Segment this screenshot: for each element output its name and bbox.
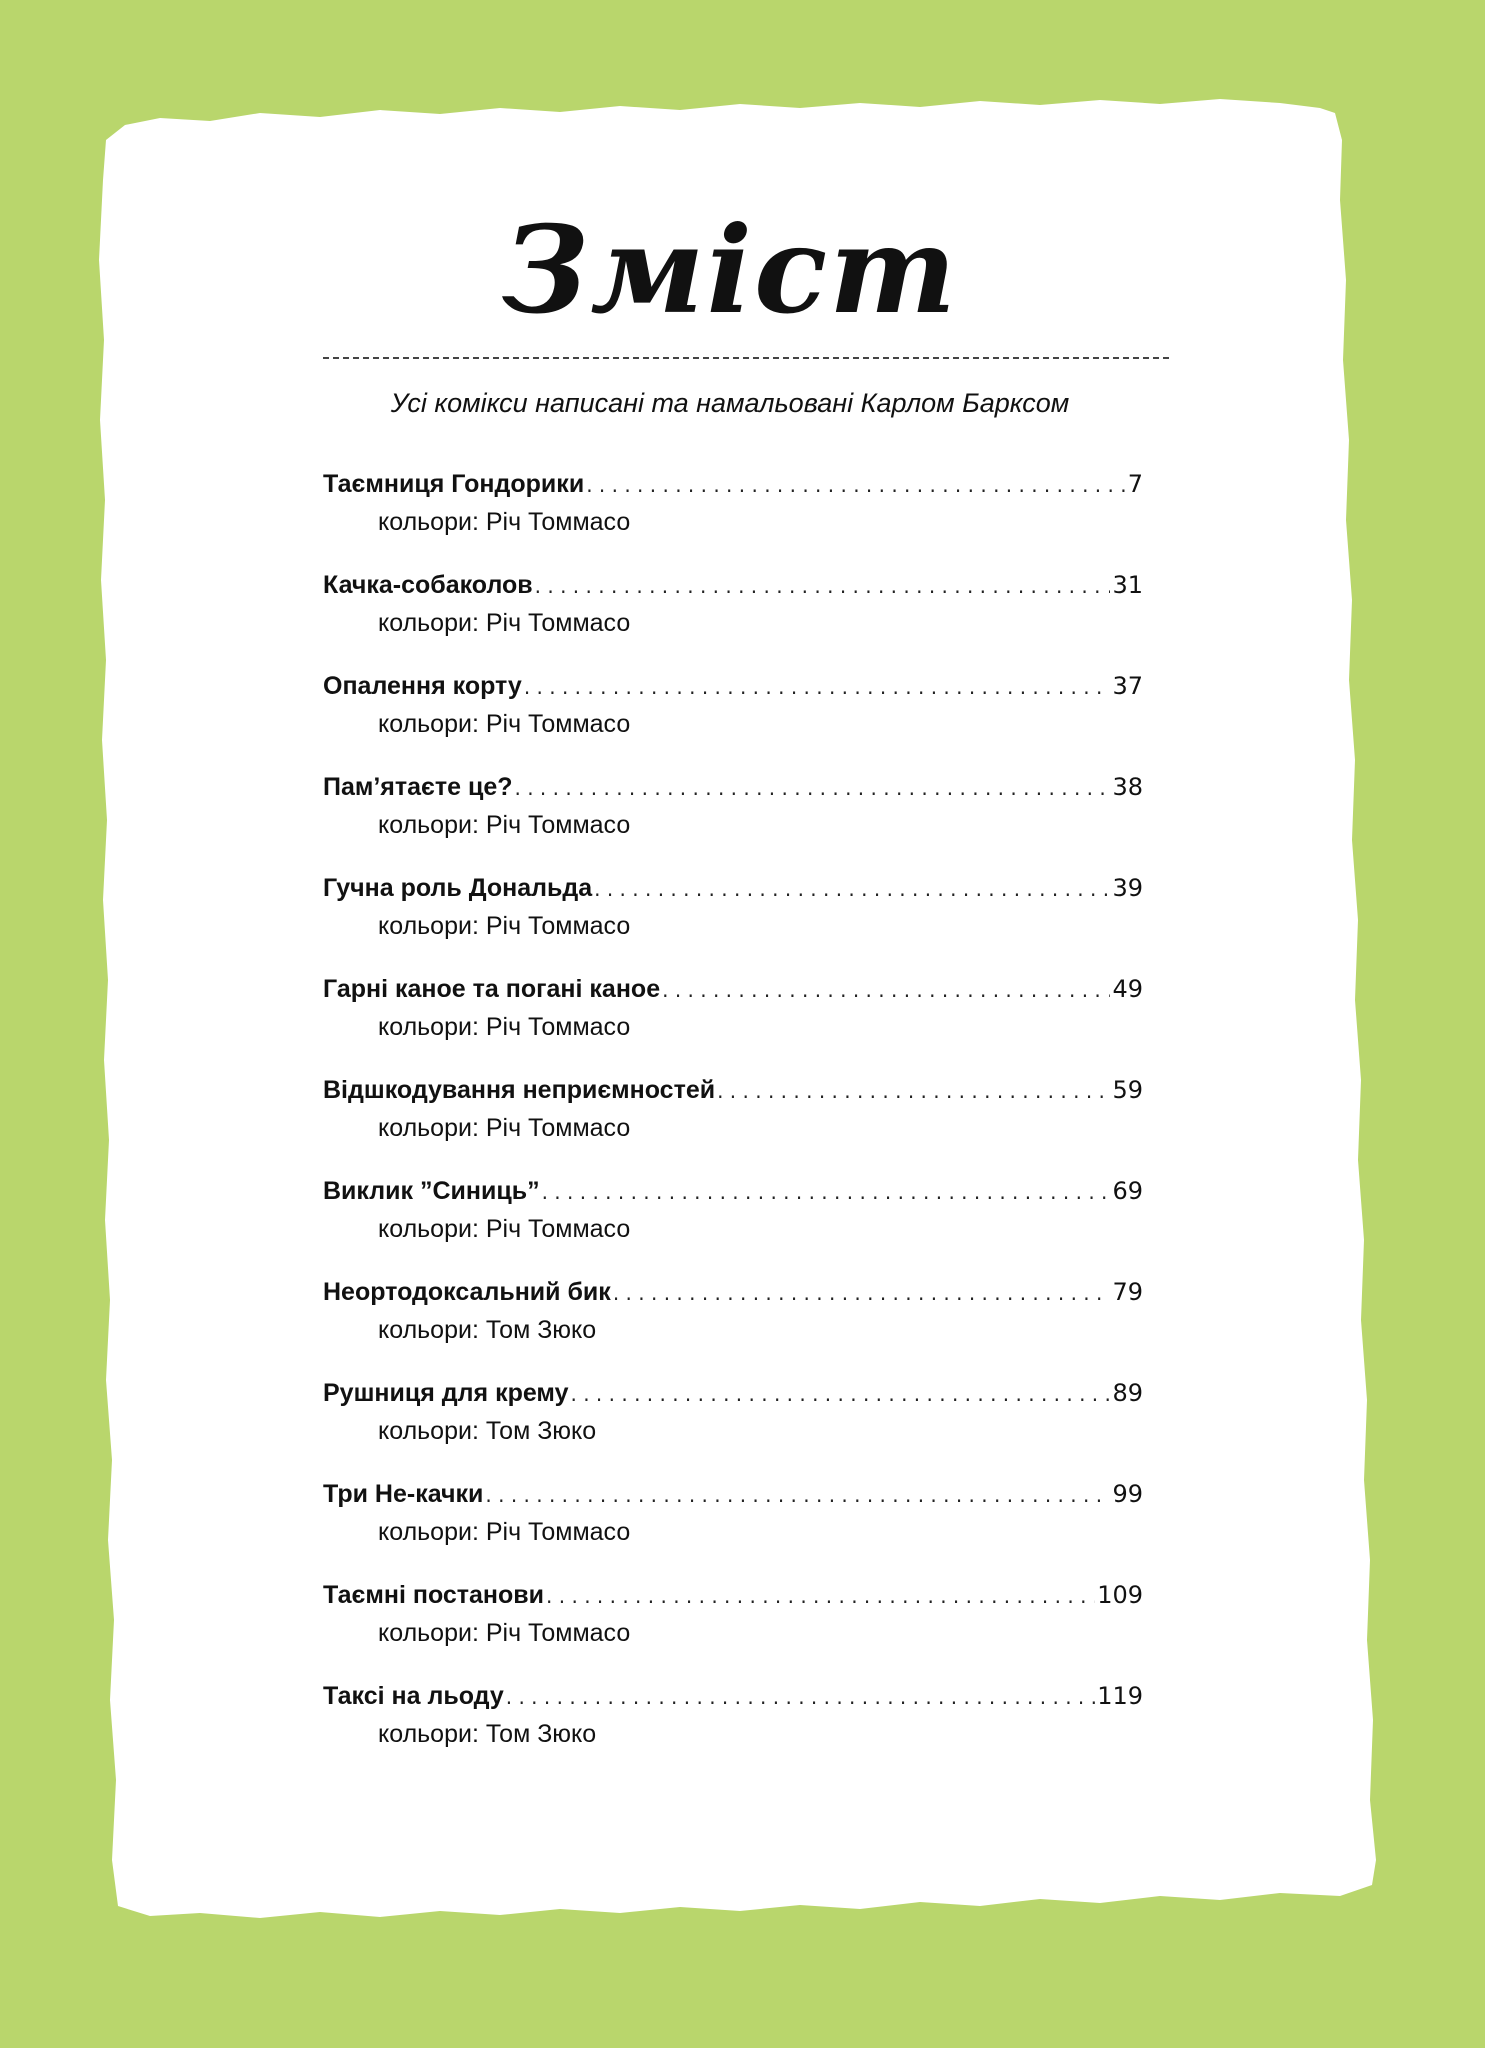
toc-entry-line [323,571,1143,605]
toc-entry-page: 69 [1112,1177,1143,1205]
toc-entry-title: Неортодоксальний бик [323,1278,611,1306]
toc-entry-page: 37 [1112,672,1143,700]
toc-entry-title: Виклик ”Синиць” [323,1177,540,1205]
toc-entry-line [323,1076,1143,1110]
toc-entry-line [323,470,1143,504]
toc-entry-page: 119 [1097,1682,1143,1710]
toc-entry-credit: кольори: Річ Томмасо [378,1619,631,1647]
toc-entry-page: 79 [1112,1278,1143,1306]
toc-entry-line [323,1278,1143,1312]
dot-leader [485,1483,1110,1507]
toc-entry [323,1076,1143,1177]
toc-entry-credit: кольори: Річ Томмасо [378,912,631,940]
toc-entry [323,773,1143,874]
toc-list [323,470,1143,1783]
toc-entry-page: 38 [1112,773,1143,801]
toc-entry [323,1480,1143,1581]
toc-entry [323,1177,1143,1278]
toc-entry [323,1581,1143,1682]
toc-entry [323,571,1143,672]
toc-entry-line [323,975,1143,1009]
toc-entry-page: 89 [1112,1379,1143,1407]
toc-entry-title: Пам’ятаєте це? [323,773,513,801]
toc-entry-line [323,1177,1143,1211]
dot-leader [524,675,1111,699]
title-divider [323,357,1169,359]
dot-leader [717,1079,1110,1103]
toc-entry-title: Таксі на льоду [323,1682,504,1710]
toc-entry-credit: кольори: Том Зюко [378,1720,597,1748]
dot-leader [662,978,1110,1002]
dot-leader [571,1382,1111,1406]
toc-entry-page: 109 [1097,1581,1143,1609]
toc-entry-title: Таємниця Гондорики [323,470,585,498]
toc-entry-credit: кольори: Річ Томмасо [378,811,631,839]
toc-entry-title: Качка-собаколов [323,571,533,599]
toc-entry [323,975,1143,1076]
page-title: Зміст [501,200,959,341]
dot-leader [594,877,1110,901]
toc-entry-credit: кольори: Том Зюко [378,1316,597,1344]
toc-entry-title: Три Не-качки [323,1480,484,1508]
toc-entry-credit: кольори: Річ Томмасо [378,1114,631,1142]
dot-leader [515,776,1111,800]
toc-entry-line [323,672,1143,706]
toc-entry-line [323,1480,1143,1514]
toc-entry-title: Гучна роль Дональда [323,874,593,902]
toc-entry [323,470,1143,571]
dot-leader [613,1281,1111,1305]
toc-entry-line [323,773,1143,807]
toc-entry-page: 7 [1127,470,1143,498]
toc-entry-page: 31 [1112,571,1143,599]
toc-entry-page: 49 [1112,975,1143,1003]
toc-entry [323,1379,1143,1480]
toc-entry-page: 39 [1112,874,1143,902]
subtitle: Усі комікси написані та намальовані Карлом Барксом [390,388,1070,418]
toc-entry [323,1278,1143,1379]
toc-entry-credit: кольори: Річ Томмасо [378,710,631,738]
toc-entry-title: Таємні постанови [323,1581,545,1609]
toc-entry-title: Рушниця для крему [323,1379,569,1407]
dot-leader [546,1584,1095,1608]
dot-leader [506,1685,1095,1709]
toc-entry-line [323,1682,1143,1716]
toc-entry-page: 99 [1112,1480,1143,1508]
toc-entry-line [323,1581,1143,1615]
toc-entry [323,874,1143,975]
toc-entry-title: Опалення корту [323,672,522,700]
toc-entry-credit: кольори: Річ Томмасо [378,1013,631,1041]
dot-leader [586,473,1126,497]
toc-entry-title: Відшкодування неприємностей [323,1076,716,1104]
toc-entry [323,672,1143,773]
toc-entry-credit: кольори: Річ Томмасо [378,1215,631,1243]
toc-entry-page: 59 [1112,1076,1143,1104]
toc-entry-credit: кольори: Річ Томмасо [378,1518,631,1546]
toc-entry-credit: кольори: Том Зюко [378,1417,597,1445]
dot-leader [535,574,1111,598]
toc-entry-line [323,1379,1143,1413]
toc-entry-title: Гарні каное та погані каное [323,975,661,1003]
toc-entry-credit: кольори: Річ Томмасо [378,508,631,536]
toc-entry-credit: кольори: Річ Томмасо [378,609,631,637]
dot-leader [542,1180,1111,1204]
toc-entry-line [323,874,1143,908]
toc-entry [323,1682,1143,1783]
